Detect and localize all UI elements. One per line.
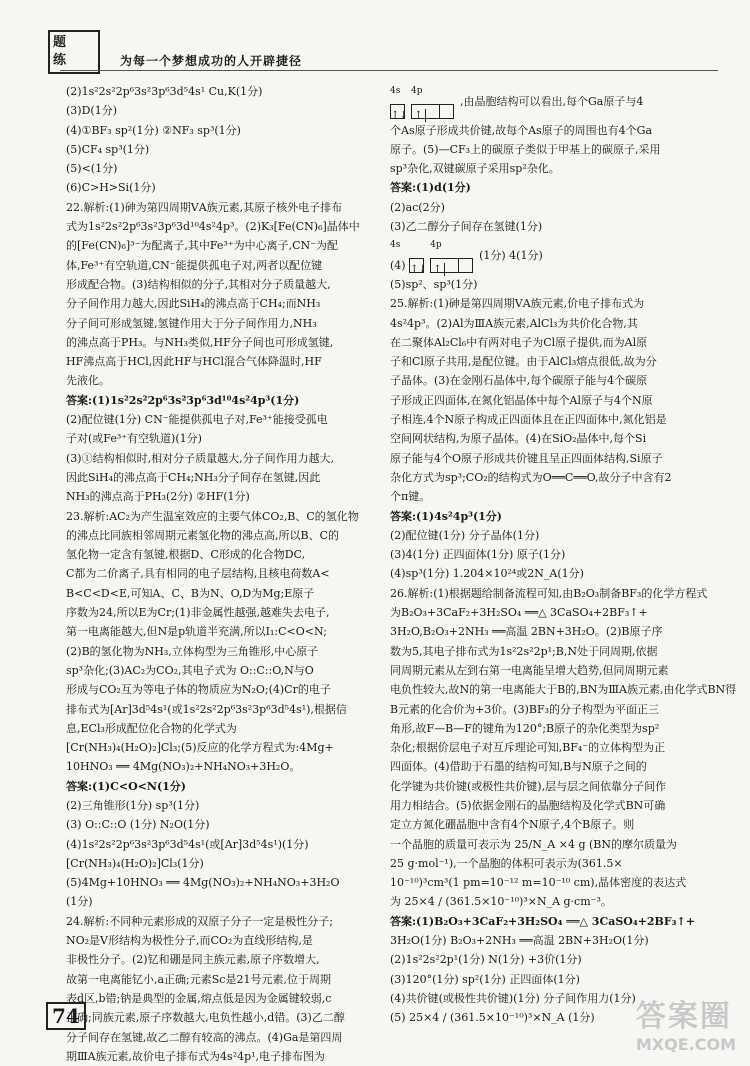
- text-line: 子相连,4个N原子构成正四面体且在正四面体中,氮化铝是: [390, 413, 667, 427]
- text-line: 形成与CO₂互为等电子体的物质应为N₂O;(4)Cr的电子: [66, 683, 331, 697]
- answer-prefix: (4): [390, 258, 406, 272]
- text-line: (2)配位键(1分) 分子晶体(1分): [390, 528, 540, 542]
- text-line: 体,Fe³⁺有空轨道,CN⁻能提供孤电子对,两者以配位键: [66, 258, 323, 272]
- text-line: 一个晶胞的质量可表示为 25/N_A ×4 g (BN的摩尔质量为: [390, 837, 678, 851]
- text-line: [Cr(NH₃)₄(H₂O)₂]Cl₃(1分): [66, 856, 204, 870]
- text-line: 分子间存在氢键,故乙二醇有较高的沸点。(4)Ga是第四周: [66, 1030, 343, 1044]
- text-line: 形成配合物。(3)结构相似的分子,其相对分子质量越大,: [66, 277, 331, 291]
- orbital-label-4s: 4s: [390, 86, 401, 96]
- text-line: (1分): [66, 895, 93, 909]
- text-line: 3H₂O,B₂O₃+2NH₃ ══高温 2BN+3H₂O。(2)B原子序: [390, 625, 663, 639]
- orbital-box-4p: ↑: [411, 104, 454, 119]
- text-line: 的沸点高于PH₃。与NH₃类似,HF分子间也可形成氢键,: [66, 335, 334, 349]
- text-line: NH₃的沸点高于PH₃(2分) ②HF(1分): [66, 490, 250, 504]
- text-line: (5)<(1分): [66, 162, 118, 176]
- answer-suffix: (1分) 4(1分): [479, 249, 543, 263]
- text-line: (6)C>H>Si(1分): [66, 181, 156, 195]
- text-line: 排布式为[Ar]3d⁵4s¹(或1s²2s²2p⁶3s²3p⁶3d⁵4s¹),根据信: [66, 702, 347, 716]
- text-line: 原子能与4个O原子形成共价键且呈正四面体结构,Si原子: [390, 451, 663, 465]
- text-line: (5)CF₄ sp³(1分): [66, 142, 150, 156]
- text-line: 空间网状结构,为原子晶体。(4)在SiO₂晶体中,每个Si: [390, 432, 647, 446]
- left-column: [66, 82, 381, 1066]
- text-line: ,由晶胞结构可以看出,每个Ga原子与4: [460, 94, 644, 108]
- text-line: 22.解析:(1)砷为第四周期ⅤA族元素,其原子核外电子排布: [66, 200, 343, 214]
- text-line: 氢化物一定含有氢键,根据D、C形成的化合物DC,: [66, 548, 306, 562]
- text-line: (4)①BF₃ sp²(1分) ②NF₃ sp³(1分): [66, 123, 241, 137]
- orbital-label-4p: 4p: [411, 86, 423, 96]
- text-line: (4)1s²2s²2p⁶3s²3p⁶3d⁵4s¹(或[Ar]3d⁵4s¹)(1分): [66, 837, 309, 851]
- orbital-label-4p: 4p: [430, 240, 442, 251]
- text-line: 个As原子形成共价键,故每个As原子的周围也有4个Ga: [390, 123, 653, 137]
- text-line: 序数为24,所以E为Cr;(1)非金属性越强,越难失去电子,: [66, 606, 330, 620]
- text-line: 25.解析:(1)砷是第四周期ⅤA族元素,价电子排布式为: [390, 297, 645, 311]
- text-line: 四面体。(4)借助于石墨的结构可知,B与N原子之间的: [390, 760, 647, 774]
- text-line: 杂化方式为sp³;CO₂的结构式为O══C══O,故分子中含有2: [390, 470, 672, 484]
- text-line: (4)共价键(或极性共价键)(1分) 分子间作用力(1分): [390, 991, 636, 1005]
- text-line: 故第一电离能钇小,a正确;元素Sc是21号元素,位于周期: [66, 972, 331, 986]
- text-line: 分子间作用力越大,因此SiH₄的沸点高于CH₄;而NH₃: [66, 297, 321, 311]
- text-line: 为 25×4 / (361.5×10⁻¹⁰)³×N_A g·cm⁻³。: [390, 895, 612, 909]
- text-line: 为B₂O₃+3CaF₂+3H₂SO₄ ══△ 3CaSO₄+2BF₃↑+: [390, 606, 648, 620]
- text-line: 息,ECl₃形成配位化合物的化学式为: [66, 721, 237, 735]
- text-line: B元素的化合价为+3价。(3)BF₃的分子构型为平面正三: [390, 702, 660, 716]
- text-line: (5)sp²、sp³(1分): [390, 277, 478, 291]
- orbital-box-4p: ↑: [430, 258, 473, 273]
- text-line: (2)ac(2分): [390, 200, 445, 214]
- text-line: 原子。(5)—CF₃上的碳原子类似于甲基上的碳原子,采用: [390, 142, 661, 156]
- watermark-logo: [636, 991, 736, 1054]
- text-line: 电负性较大,故N的第一电离能大于B的,BN为ⅢA族元素,由化学式BN得: [390, 683, 737, 697]
- text-line: 子晶体。(3)在金刚石晶体中,每个碳原子能与4个碳原: [390, 374, 648, 388]
- orbital-label-4s: 4s: [390, 240, 401, 251]
- text-line: B<C<D<E,可知A、C、B为N、O,D为Mg;E原子: [66, 586, 315, 600]
- text-line: 式为1s²2s²2p⁶3s²3p⁶3d¹⁰4s²4p³。(2)K₃[Fe(CN)₆]晶体中: [66, 220, 360, 234]
- orbital-box-4s: ↑↓: [390, 104, 405, 119]
- text-line: 24.解析:不同种元素形成的双原子分子一定是极性分子;: [66, 914, 333, 928]
- text-line: 4s²4p³。(2)Al为ⅢA族元素,AlCl₃为共价化合物,其: [390, 316, 638, 330]
- text-line: 用力相结合。(5)依据金刚石的晶胞结构及化学式BN可确: [390, 798, 666, 812]
- text-line: (3)4(1分) 正四面体(1分) 原子(1分): [390, 548, 566, 562]
- text-line: 化学键为共价键(或极性共价键),层与层之间依靠分子间作: [390, 779, 667, 793]
- text-line: (3) O::C::O (1分) N₂O(1分): [66, 818, 210, 832]
- text-line: (4)sp³(1分) 1.204×10²⁴或2N_A(1分): [390, 567, 584, 581]
- text-line: sp³杂化;(3)AC₂为CO₂,其电子式为 O::C::O,N与O: [66, 663, 314, 677]
- text-line: 第一电离能越大,但N是p轨道半充满,所以I₁:C<O<N;: [66, 625, 327, 639]
- right-block-b: [390, 275, 737, 1028]
- text-line: 同周期元素从左到右第一电离能呈增大趋势,但同周期元素: [390, 663, 669, 677]
- text-line: 分子间可形成氢键,氢键作用大于分子间作用力,NH₃: [66, 316, 317, 330]
- text-line: (3)120°(1分) sp²(1分) 正四面体(1分): [390, 972, 580, 986]
- text-line: 数为5,其电子排布式为1s²2s²2p¹;B,N处于同周期,依据: [390, 644, 658, 658]
- text-line: 的[Fe(CN)₆]³⁻为配离子,其中Fe³⁺为中心离子,CN⁻为配: [66, 239, 338, 253]
- orbital-diagram-ga: [390, 82, 720, 121]
- text-line: (2)B的氢化物为NH₃,立体构型为三角锥形,中心原子: [66, 644, 319, 658]
- answer-line: 答案:(1)B₂O₃+3CaF₂+3H₂SO₄ ══△ 3CaSO₄+2BF₃↑+: [390, 914, 695, 928]
- header-slogan: 为每一个梦想成功的人开辟捷径: [120, 54, 303, 68]
- answer-line: 答案:(1)1s²2s²2p⁶3s²3p⁶3d¹⁰4s²4p³(1分): [66, 393, 300, 407]
- text-line: 在二聚体Al₂Cl₆中有两对电子为Cl原子提供,而为Al原: [390, 335, 648, 349]
- text-line: 10⁻¹⁰)³cm³(1 pm=10⁻¹² m=10⁻¹⁰ cm),晶体密度的表达式: [390, 876, 687, 890]
- answer-line: 答案:(1)d(1分): [390, 181, 471, 195]
- text-line: 的沸点比同族相邻周期元素氢化物的沸点高,所以B、C的: [66, 528, 339, 542]
- text-line: 子和Cl原子共用,是配位键。由于AlCl₃熔点很低,故为分: [390, 355, 657, 369]
- text-line: 子对(或Fe³⁺有空轨道)(1分): [66, 432, 202, 446]
- text-line: 因此SiH₄的沸点高于CH₄;NH₃分子间存在氢键,因此: [66, 470, 321, 484]
- text-line: 非极性分子。(2)钇和硼是同主族元素,原子序数增大,: [66, 953, 320, 967]
- text-line: HF沸点高于HCl,因此HF与HCl混合气体降温时,HF: [66, 355, 322, 369]
- logo-char: 题: [53, 35, 67, 50]
- text-line: 个π键。: [390, 490, 431, 504]
- text-line: 23.解析:AC₂为产生温室效应的主要气体CO₂,B、C的氢化物: [66, 509, 359, 523]
- text-line: C都为二价离子,具有相同的电子层结构,且核电荷数A<: [66, 567, 330, 581]
- text-line: (5) 25×4 / (361.5×10⁻¹⁰)³×N_A (1分): [390, 1011, 595, 1025]
- brand-logo: [48, 30, 100, 74]
- page-header: [0, 0, 750, 78]
- answer-line: 答案:(1)C<O<N(1分): [66, 779, 187, 793]
- text-line: 子形成正四面体,在氮化铝晶体中每个Al原子与4个N原: [390, 393, 653, 407]
- answer-line: 答案:(1)4s²4p³(1分): [390, 509, 503, 523]
- text-line: (5)4Mg+10HNO₃ ══ 4Mg(NO₃)₂+NH₄NO₃+3H₂O: [66, 876, 340, 890]
- text-line: 3H₂O(1分) B₂O₃+2NH₃ ══高温 2BN+3H₂O(1分): [390, 934, 649, 948]
- text-line: NO₂是V形结构为极性分子,而CO₂为直线形结构,是: [66, 934, 313, 948]
- text-line: (2)配位键(1分) CN⁻能提供孤电子对,Fe³⁺能接受孤电: [66, 413, 328, 427]
- text-line: [Cr(NH₃)₄(H₂O)₂]Cl₃;(5)反应的化学方程式为:4Mg+: [66, 741, 334, 755]
- text-line: (3)D(1分): [66, 104, 117, 118]
- watermark-url: MXQE.COM: [635, 1035, 736, 1054]
- watermark-text: 答案圈: [635, 999, 732, 1034]
- right-column: [390, 82, 737, 1028]
- right-block-a: [390, 121, 720, 237]
- text-line: 先液化。: [66, 374, 110, 388]
- orbital-diagram-answer: [390, 236, 720, 275]
- header-divider: [60, 70, 718, 71]
- text-line: (2)1s²2s²2p⁶3s²3p⁶3d⁵4s¹ Cu,K(1分): [66, 85, 263, 98]
- text-line: (3)乙二醇分子间存在氢键(1分): [390, 220, 543, 234]
- logo-char: 练: [53, 53, 67, 68]
- text-line: (2)三角锥形(1分) sp³(1分): [66, 798, 200, 812]
- orbital-box-4s: ↑↓: [409, 258, 424, 273]
- page-number: 74: [46, 1002, 86, 1030]
- text-line: 角形,故F—B—F的键角为120°;B原子的杂化类型为sp²: [390, 721, 660, 735]
- text-line: 定立方氮化硼晶胞中含有4个N原子,4个B原子。则: [390, 818, 635, 832]
- text-line: 25 g·mol⁻¹),一个晶胞的体积可表示为(361.5×: [390, 856, 623, 870]
- text-line: 期ⅢA族元素,故价电子排布式为4s²4p¹,电子排布图为: [66, 1049, 326, 1063]
- text-line: 10HNO₃ ══ 4Mg(NO₃)₂+NH₄NO₃+3H₂O。: [66, 760, 301, 774]
- text-line: (2)1s²2s²2p¹(1分) N(1分) +3价(1分): [390, 953, 582, 967]
- text-line: (3)①结构相似时,相对分子质量越大,分子间作用力越大,: [66, 451, 335, 465]
- text-line: 正确;同族元素,原子序数越大,电负性越小,d错。(3)乙二醇: [66, 1011, 345, 1025]
- page-footer: [36, 1000, 366, 1040]
- text-line: 杂化;根据价层电子对互斥理论可知,BF₄⁻的立体构型为正: [390, 741, 666, 755]
- text-line: 表d区,b错;钠是典型的金属,熔点低是因为金属键较弱,c: [66, 991, 332, 1005]
- text-line: 26.解析:(1)根据题给制备流程可知,由B₂O₃制备BF₃的化学方程式: [390, 586, 708, 600]
- text-line: sp³杂化,双键碳原子采用sp²杂化。: [390, 162, 560, 176]
